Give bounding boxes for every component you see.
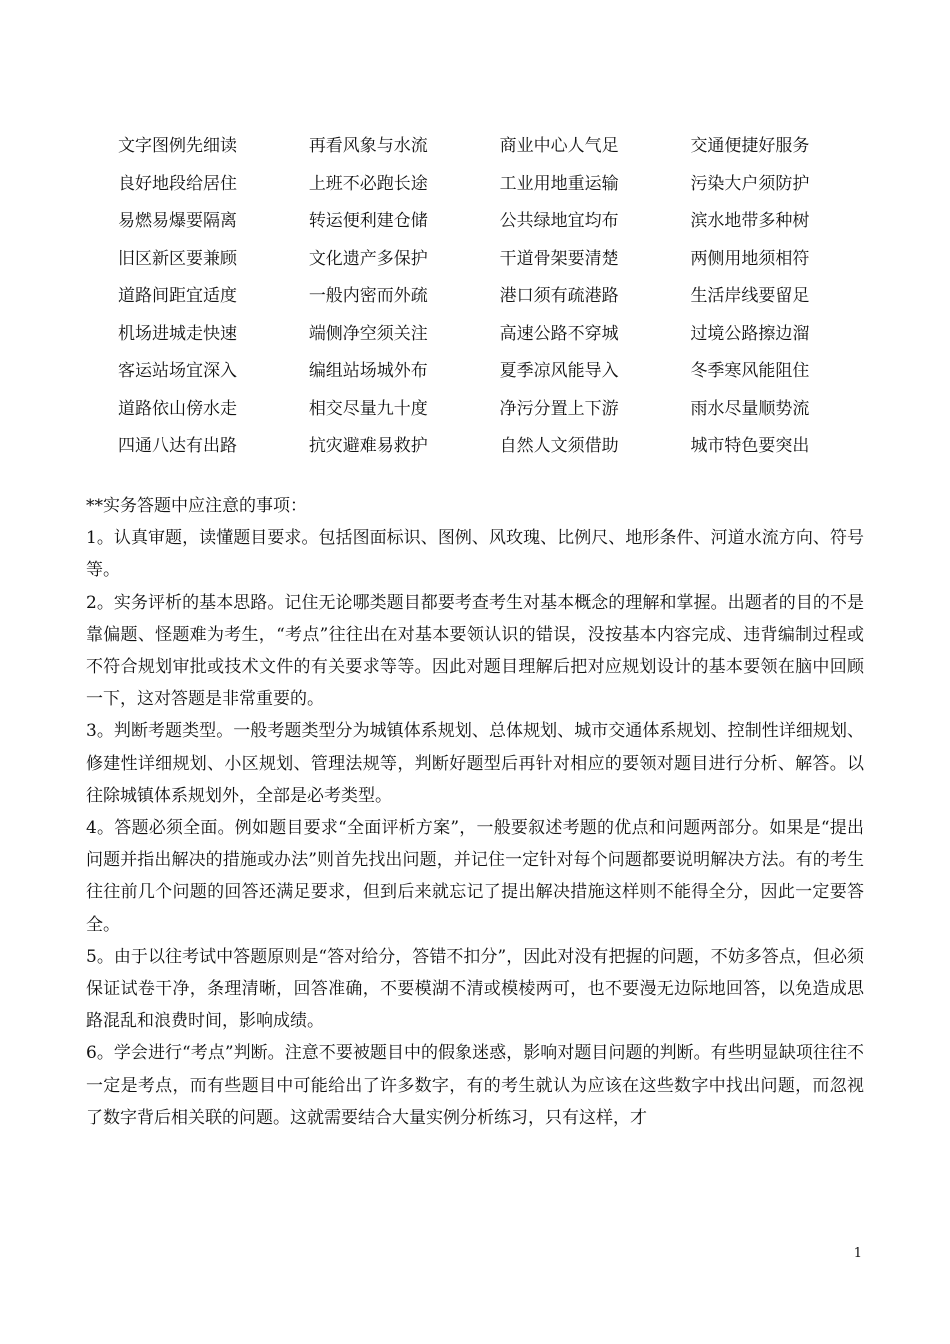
note-paragraph: 4。答题必须全面。例如题目要求“全面评析方案”，一般要叙述考题的优点和问题两部分。如果是“提出问题并指出解决的措施或办法”则首先找出问题，并记住一定针对每个问题都要说明解决方法。有的考生往往前几个问题的回答还满足要求，但到后来就忘记了提出解决措施这样则不能得全分，因此一定要答全。 [86, 818, 864, 935]
verse-row [118, 203, 838, 241]
note-paragraph: 3。判断考题类型。一般考题类型分为城镇体系规划、总体规划、城市交通体系规划、控制性详细规划、修建性详细规划、小区规划、管理法规等，判断好题型后再针对相应的要领对题目进行分析、解答。以往除城镇体系规划外，全部是必考类型。 [86, 721, 864, 806]
mnemonic-verse [118, 128, 838, 466]
verse-row [118, 241, 838, 279]
verse-line: 工业用地重运输 [499, 173, 619, 194]
verse-line: 旧区新区要兼顾 [118, 248, 237, 269]
verse-line: 城市特色要突出 [690, 436, 810, 456]
verse-line: 易燃易爆要隔离 [118, 211, 237, 231]
verse-line: 上班不必跑长途 [308, 173, 428, 194]
verse-line: 道路间距宜适度 [118, 286, 237, 306]
verse-line: 港口须有疏港路 [499, 286, 619, 306]
verse-line: 转运便利建仓储 [308, 211, 428, 231]
note-paragraph: 5。由于以往考试中答题原则是“答对给分，答错不扣分”，因此对没有把握的问题，不妨多答点，但必须保证试卷干净，条理清晰，回答准确，不要模湖不清或模棱两可，也不要漫无边际地回答，以免造成思路混乱和浪费时间，影响成绩。 [86, 946, 864, 1032]
verse-line: 相交尽量九十度 [308, 398, 428, 419]
verse-row [118, 128, 838, 166]
note-paragraph: 2。实务评析的基本思路。记住无论哪类题目都要考查考生对基本概念的理解和掌握。出题者的目的不是靠偏题、怪题难为考生，“考点”往往出在对基本要领认识的错误，没按基本内容完成、违背编制过程或不符合规划审批或技术文件的有关要求等等。因此对题目理解后把对应规划设计的基本要领在脑中回顾一下，这对答题是非常重要的。 [86, 592, 864, 710]
verse-line: 机场进城走快速 [118, 323, 237, 344]
page-number: 1 [853, 1246, 862, 1261]
verse-line: 雨水尽量顺势流 [690, 398, 810, 419]
verse-line: 编组站场城外布 [308, 361, 428, 381]
verse-line: 滨水地带多种树 [690, 211, 810, 231]
verse-line: 一般内密而外疏 [308, 286, 428, 306]
note-paragraph: 6。学会进行“考点”判断。注意不要被题目中的假象迷惑，影响对题目问题的判断。有些明显缺项往往不一定是考点，而有些题目中可能给出了许多数字，有的考生就认为应该在这些数字中找出问题，而忽视了数字背后相关联的问题。这就需要结合大量实例分析练习，只有这样，才 [86, 1043, 864, 1128]
verse-row [118, 428, 838, 466]
verse-line: 客运站场宜深入 [118, 361, 237, 381]
verse-line: 两侧用地须相符 [690, 248, 810, 269]
verse-line: 夏季凉风能导入 [499, 361, 619, 381]
verse-line: 良好地段给居住 [118, 173, 237, 194]
verse-row [118, 391, 838, 429]
verse-line: 污染大户须防护 [690, 173, 810, 194]
verse-row [118, 353, 838, 391]
verse-line: 生活岸线要留足 [690, 286, 810, 306]
verse-line: 冬季寒风能阻住 [690, 361, 810, 381]
verse-line: 自然人文须借助 [499, 436, 619, 456]
verse-line: 干道骨架要清楚 [499, 248, 619, 269]
verse-line: 道路依山傍水走 [118, 398, 237, 419]
verse-line: 净污分置上下游 [499, 398, 619, 419]
note-paragraph: 1。认真审题，读懂题目要求。包括图面标识、图例、风玫瑰、比例尺、地形条件、河道水流方向、符号等。 [86, 528, 864, 581]
verse-row [118, 316, 838, 354]
verse-line: 端侧净空须关注 [308, 323, 428, 344]
verse-line: 文字图例先细读 [118, 136, 237, 156]
verse-line: 文化遗产多保护 [308, 248, 428, 269]
verse-line: 商业中心人气足 [499, 136, 619, 156]
exam-notes [86, 490, 864, 1134]
verse-line: 高速公路不穿城 [499, 323, 619, 344]
verse-line: 再看风象与水流 [308, 136, 428, 156]
notes-heading: **实务答题中应注意的事项： [86, 496, 307, 516]
verse-line: 交通便捷好服务 [690, 136, 810, 156]
verse-row [118, 166, 838, 204]
verse-row [118, 278, 838, 316]
verse-line: 抗灾避难易救护 [308, 436, 428, 456]
verse-line: 公共绿地宜均布 [499, 211, 619, 231]
verse-line: 四通八达有出路 [118, 436, 237, 456]
verse-line: 过境公路擦边溜 [690, 323, 810, 344]
